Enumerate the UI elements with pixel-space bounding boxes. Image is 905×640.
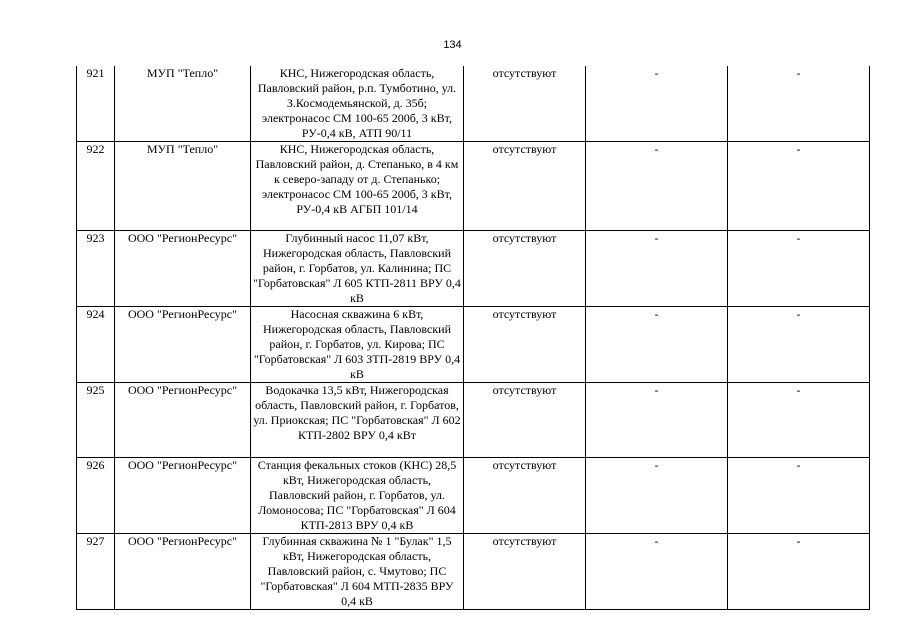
table-row	[77, 142, 870, 231]
column6-cell: -	[728, 534, 870, 610]
status-cell: отсутствуют	[464, 231, 586, 307]
row-number: 927	[77, 534, 115, 610]
table-row	[77, 231, 870, 307]
status-cell: отсутствуют	[464, 383, 586, 458]
table-row	[77, 383, 870, 458]
column5-cell: -	[586, 307, 728, 383]
column6-cell: -	[728, 307, 870, 383]
row-number: 923	[77, 231, 115, 307]
organization-cell: МУП "Тепло"	[115, 142, 251, 231]
object-description-cell: КНС, Нижегородская область, Павловский район, д. Степанько, в 4 км к северо-западу от д. Степанько; электронасос СМ 100-65 200б, 3 кВт, РУ-0,4 кВ АГБП 101/14	[251, 142, 464, 231]
consumers-table	[76, 66, 870, 610]
column6-cell: -	[728, 66, 870, 142]
column5-cell: -	[586, 231, 728, 307]
column5-cell: -	[586, 534, 728, 610]
object-description-cell: Водокачка 13,5 кВт, Нижегородская область, Павловский район, г. Горбатов, ул. Приокская; ПС "Горбатовская" Л 602 КТП-2802 ВРУ 0,4 кВт	[251, 383, 464, 458]
row-number: 924	[77, 307, 115, 383]
column6-cell: -	[728, 142, 870, 231]
status-cell: отсутствуют	[464, 142, 586, 231]
column5-cell: -	[586, 383, 728, 458]
object-description-cell: Глубинная скважина № 1 "Булак" 1,5 кВт, Нижегородская область, Павловский район, с. Чмутово; ПС "Горбатовская" Л 604 МТП-2835 ВРУ 0,4 кВ	[251, 534, 464, 610]
object-description-cell: Глубинный насос 11,07 кВт, Нижегородская область, Павловский район, г. Горбатов, ул. Калинина; ПС "Горбатовская" Л 605 КТП-2811 ВРУ 0,4 кВ	[251, 231, 464, 307]
status-cell: отсутствуют	[464, 307, 586, 383]
column6-cell: -	[728, 458, 870, 534]
column5-cell: -	[586, 142, 728, 231]
organization-cell: МУП "Тепло"	[115, 66, 251, 142]
organization-cell: ООО "РегионРесурс"	[115, 231, 251, 307]
table-row	[77, 66, 870, 142]
object-description-cell: Насосная скважина 6 кВт, Нижегородская область, Павловский район, г. Горбатов, ул. Кирова; ПС "Горбатовская" Л 603 ЗТП-2819 ВРУ 0,4 кВ	[251, 307, 464, 383]
row-number: 922	[77, 142, 115, 231]
page-number: 134	[443, 39, 462, 51]
organization-cell: ООО "РегионРесурс"	[115, 534, 251, 610]
column5-cell: -	[586, 66, 728, 142]
column5-cell: -	[586, 458, 728, 534]
organization-cell: ООО "РегионРесурс"	[115, 307, 251, 383]
row-number: 925	[77, 383, 115, 458]
organization-cell: ООО "РегионРесурс"	[115, 458, 251, 534]
table-row	[77, 534, 870, 610]
table-row	[77, 458, 870, 534]
column6-cell: -	[728, 383, 870, 458]
status-cell: отсутствуют	[464, 458, 586, 534]
status-cell: отсутствуют	[464, 534, 586, 610]
row-number: 921	[77, 66, 115, 142]
object-description-cell: КНС, Нижегородская область, Павловский район, р.п. Тумботино, ул. З.Космодемьянской, д. 35б; электронасос СМ 100-65 200б, 3 кВт, РУ-0,4 кВ, АТП 90/11	[251, 66, 464, 142]
organization-cell: ООО "РегионРесурс"	[115, 383, 251, 458]
object-description-cell: Станция фекальных стоков (КНС) 28,5 кВт, Нижегородская область, Павловский район, г. Горбатов, ул. Ломоносова; ПС "Горбатовская" Л 604 КТП-2813 ВРУ 0,4 кВ	[251, 458, 464, 534]
column6-cell: -	[728, 231, 870, 307]
status-cell: отсутствуют	[464, 66, 586, 142]
table-row	[77, 307, 870, 383]
row-number: 926	[77, 458, 115, 534]
